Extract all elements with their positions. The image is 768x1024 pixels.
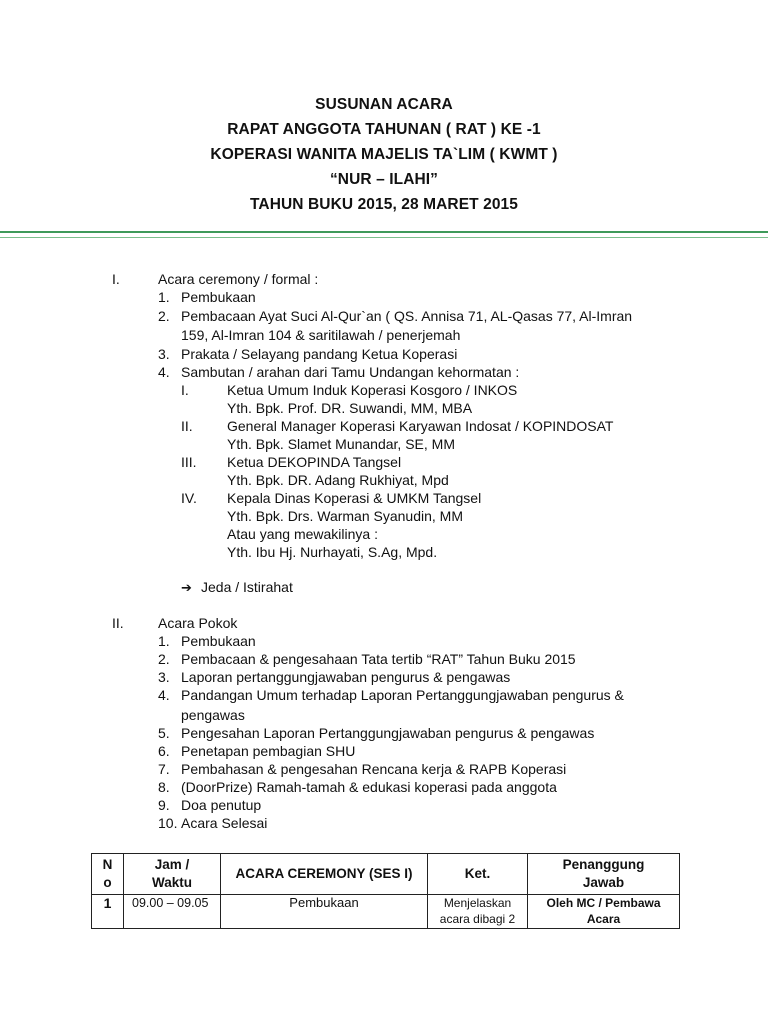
cell-event: Pembukaan xyxy=(221,895,428,929)
header-time-line1: Jam / xyxy=(154,857,190,872)
cell-pic xyxy=(528,895,680,929)
list-item: Doa penutup xyxy=(181,797,262,813)
header-note: Ket. xyxy=(428,854,528,895)
guest-num: III. xyxy=(181,454,197,470)
section-numeral: I. xyxy=(112,271,120,287)
header-event: ACARA CEREMONY (SES I) xyxy=(221,854,428,895)
table-header-row xyxy=(92,854,680,895)
list-item: Pengesahan Laporan Pertanggungjawaban pengurus & pengawas xyxy=(181,725,595,741)
list-item-num: 2. xyxy=(158,651,170,667)
list-item: Sambutan / arahan dari Tamu Undangan kehormatan : xyxy=(181,364,520,380)
list-item: Penetapan pembagian SHU xyxy=(181,743,356,759)
organization-motto: “NUR – ILAHI” xyxy=(329,171,439,188)
header-no-line1: N xyxy=(102,857,113,872)
schedule-table xyxy=(91,853,680,929)
section-title: Acara Pokok xyxy=(158,615,238,631)
guest-num: II. xyxy=(181,418,193,434)
list-item: Acara Selesai xyxy=(181,815,268,831)
list-item-num: 6. xyxy=(158,743,170,759)
header-time xyxy=(124,854,221,895)
table-row xyxy=(92,895,680,929)
header-time-line2: Waktu xyxy=(152,875,192,890)
list-item: Pandangan Umum terhadap Laporan Pertanggungjawaban pengurus & xyxy=(181,687,624,703)
document-header xyxy=(0,92,768,217)
list-item-num: 4. xyxy=(158,364,170,380)
header-no xyxy=(92,854,124,895)
section-numeral: II. xyxy=(112,615,124,631)
list-item: Pembukaan xyxy=(181,289,256,305)
arrow-right-icon: ➔ xyxy=(181,580,192,595)
guest-role: General Manager Koperasi Karyawan Indosat / KOPINDOSAT xyxy=(227,418,614,434)
cell-no: 1 xyxy=(92,895,124,929)
list-item-num: 7. xyxy=(158,761,170,777)
list-item-continuation: 159, Al-Imran 104 & saritilawah / penerjemah xyxy=(181,327,461,343)
list-item: Pembukaan xyxy=(181,633,256,649)
guest-num: I. xyxy=(181,382,189,398)
list-item-num: 3. xyxy=(158,346,170,362)
guest-name: Yth. Bpk. Slamet Munandar, SE, MM xyxy=(227,436,455,452)
cell-note-line2: acara dibagi 2 xyxy=(439,912,516,926)
list-item-num: 5. xyxy=(158,725,170,741)
break-line xyxy=(181,579,293,597)
list-item: Prakata / Selayang pandang Ketua Koperasi xyxy=(181,346,458,362)
meeting-title: RAPAT ANGGOTA TAHUNAN ( RAT ) KE -1 xyxy=(227,121,541,138)
header-pic-line2: Jawab xyxy=(582,875,625,890)
cell-pic-line2: Acara xyxy=(586,912,621,926)
list-item: Pembahasan & pengesahan Rencana kerja & RAPB Koperasi xyxy=(181,761,567,777)
section-title: Acara ceremony / formal : xyxy=(158,271,319,287)
list-item-num: 3. xyxy=(158,669,170,685)
list-item: Pembacaan Ayat Suci Al-Qur`an ( QS. Annisa 71, AL-Qasas 77, Al-Imran xyxy=(181,308,633,324)
fiscal-year-date: TAHUN BUKU 2015, 28 MARET 2015 xyxy=(249,196,518,213)
guest-representative-name: Yth. Ibu Hj. Nurhayati, S.Ag, Mpd. xyxy=(227,544,438,560)
guest-name: Yth. Bpk. Drs. Warman Syanudin, MM xyxy=(227,508,463,524)
list-item-num: 10. xyxy=(158,815,178,831)
list-item: Pembacaan & pengesahaan Tata tertib “RAT” Tahun Buku 2015 xyxy=(181,651,576,667)
header-pic xyxy=(528,854,680,895)
header-divider-thin xyxy=(0,237,768,238)
guest-role: Ketua DEKOPINDA Tangsel xyxy=(227,454,402,470)
header-no-line2: o xyxy=(103,875,112,890)
guest-role: Ketua Umum Induk Koperasi Kosgoro / INKOS xyxy=(227,382,518,398)
list-item-num: 1. xyxy=(158,633,170,649)
header-divider xyxy=(0,231,768,233)
list-item: (DoorPrize) Ramah-tamah & edukasi koperasi pada anggota xyxy=(181,779,557,795)
header-pic-line1: Penanggung xyxy=(562,857,645,872)
cell-note-line1: Menjelaskan xyxy=(443,896,512,910)
list-item-num: 2. xyxy=(158,308,170,324)
list-item-num: 1. xyxy=(158,289,170,305)
guest-representative-note: Atau yang mewakilinya : xyxy=(227,526,378,542)
guest-role: Kepala Dinas Koperasi & UMKM Tangsel xyxy=(227,490,482,506)
break-text: Jeda / Istirahat xyxy=(201,579,293,595)
list-item-num: 9. xyxy=(158,797,170,813)
list-item-num: 8. xyxy=(158,779,170,795)
doc-title: SUSUNAN ACARA xyxy=(315,96,453,113)
cell-note xyxy=(428,895,528,929)
organization-name: KOPERASI WANITA MAJELIS TA`LIM ( KWMT ) xyxy=(210,146,558,163)
guest-name: Yth. Bpk. Prof. DR. Suwandi, MM, MBA xyxy=(227,400,473,416)
cell-time: 09.00 – 09.05 xyxy=(124,895,221,929)
list-item-num: 4. xyxy=(158,687,170,703)
list-item: Laporan pertanggungjawaban pengurus & pengawas xyxy=(181,669,511,685)
guest-name: Yth. Bpk. DR. Adang Rukhiyat, Mpd xyxy=(227,472,449,488)
list-item-continuation: pengawas xyxy=(181,707,245,723)
cell-pic-line1: Oleh MC / Pembawa xyxy=(546,896,661,910)
guest-num: IV. xyxy=(181,490,197,506)
